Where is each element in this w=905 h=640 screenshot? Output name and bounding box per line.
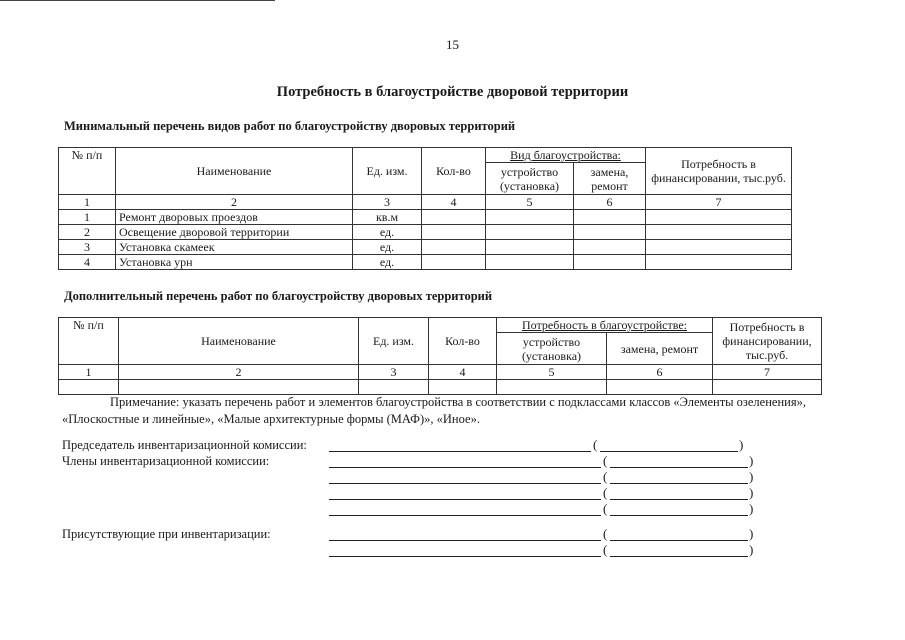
row-cell [497, 380, 607, 395]
col-number: 5 [497, 365, 607, 380]
col-number: 5 [486, 195, 574, 210]
paren-close: ) [749, 485, 754, 500]
page-title: Потребность в благоустройстве дворовой территории [276, 84, 629, 100]
row-name: Установка скамеек [116, 240, 353, 255]
add-section-heading: Дополнительный перечень работ по благоустройству дворовых территорий [64, 289, 493, 303]
name-line [610, 483, 748, 484]
paren-open: ( [603, 469, 608, 484]
row-cell [59, 380, 119, 395]
row-cell [646, 240, 792, 255]
signature-line [329, 483, 601, 484]
table-row [59, 240, 792, 255]
row-cell [486, 225, 574, 240]
col-number: 3 [353, 195, 422, 210]
row-cell [574, 255, 646, 270]
header-unit: Ед. изм. [359, 318, 429, 365]
paren-close: ) [749, 542, 754, 557]
top-rule [0, 0, 275, 1]
header-name: Наименование [119, 318, 359, 365]
signature-line [329, 451, 591, 452]
page-number: 15 [446, 37, 459, 52]
chairman-label: Председатель инвентаризационной комиссии: [62, 438, 307, 452]
row-cell [646, 255, 792, 270]
col-number: 1 [59, 365, 119, 380]
col-number: 3 [359, 365, 429, 380]
row-name: Освещение дворовой территории [116, 225, 353, 240]
paren-close: ) [749, 526, 754, 541]
add-works-table [58, 317, 822, 395]
signature-line [329, 467, 601, 468]
row-num: 2 [59, 225, 116, 240]
row-cell [486, 255, 574, 270]
members-label: Члены инвентаризационной комиссии: [62, 454, 270, 468]
signature-line [329, 515, 601, 516]
row-cell [422, 225, 486, 240]
signature-line [329, 556, 601, 557]
table-row [59, 210, 792, 225]
row-cell [574, 210, 646, 225]
row-cell [486, 240, 574, 255]
header-finance: Потребность в финансировании, тыс.руб. [713, 318, 822, 365]
name-line [610, 499, 748, 500]
col-number: 7 [646, 195, 792, 210]
header-replace: замена, ремонт [574, 163, 646, 195]
row-num: 1 [59, 210, 116, 225]
row-name: Установка урн [116, 255, 353, 270]
row-num: 3 [59, 240, 116, 255]
paren-open: ( [603, 542, 608, 557]
col-number: 7 [713, 365, 822, 380]
row-cell [574, 240, 646, 255]
signature-line [329, 499, 601, 500]
table-row [59, 225, 792, 240]
name-line [610, 540, 748, 541]
name-line [610, 515, 748, 516]
header-install: устройство (установка) [497, 333, 607, 365]
name-line [610, 556, 748, 557]
col-number: 6 [607, 365, 713, 380]
table-row [59, 380, 822, 395]
min-works-table [58, 147, 792, 270]
row-unit: ед. [353, 225, 422, 240]
note: Примечание: указать перечень работ и элементов благоустройства в соответствии с подклассами классов «Элементы озеленения», «Плоскостные и линейные», «Малые архитектурные формы (МАФ)», «Иное». [62, 395, 806, 426]
name-line [610, 467, 748, 468]
row-unit: ед. [353, 255, 422, 270]
paren-open: ( [603, 485, 608, 500]
row-cell [359, 380, 429, 395]
header-replace: замена, ремонт [607, 333, 713, 365]
header-qty: Кол-во [422, 148, 486, 195]
header-need-group: Потребность в благоустройстве: [497, 318, 713, 333]
row-cell [646, 225, 792, 240]
paren-close: ) [739, 437, 744, 452]
row-cell [422, 240, 486, 255]
col-number: 1 [59, 195, 116, 210]
header-qty: Кол-во [429, 318, 497, 365]
row-cell [486, 210, 574, 225]
signature-line [329, 540, 601, 541]
header-num: № п/п [59, 148, 116, 195]
col-number: 2 [116, 195, 353, 210]
col-number: 2 [119, 365, 359, 380]
present-label: Присутствующие при инвентаризации: [62, 527, 271, 541]
row-name: Ремонт дворовых проездов [116, 210, 353, 225]
paren-open: ( [603, 501, 608, 516]
paren-open: ( [593, 437, 598, 452]
row-cell [422, 210, 486, 225]
row-cell [607, 380, 713, 395]
header-install: устройство (установка) [486, 163, 574, 195]
col-number: 4 [429, 365, 497, 380]
paren-close: ) [749, 501, 754, 516]
header-unit: Ед. изм. [353, 148, 422, 195]
row-unit: кв.м [353, 210, 422, 225]
header-finance: Потребность в финансировании, тыс.руб. [646, 148, 792, 195]
paren-open: ( [603, 526, 608, 541]
header-name: Наименование [116, 148, 353, 195]
header-num: № п/п [59, 318, 119, 365]
paren-close: ) [749, 453, 754, 468]
header-type-group: Вид благоустройства: [486, 148, 646, 163]
row-cell [429, 380, 497, 395]
row-cell [119, 380, 359, 395]
row-cell [646, 210, 792, 225]
row-unit: ед. [353, 240, 422, 255]
col-number: 6 [574, 195, 646, 210]
paren-open: ( [603, 453, 608, 468]
table-row [59, 255, 792, 270]
row-cell [713, 380, 822, 395]
paren-close: ) [749, 469, 754, 484]
min-section-heading: Минимальный перечень видов работ по благоустройству дворовых территорий [64, 119, 516, 133]
col-number: 4 [422, 195, 486, 210]
name-line [600, 451, 738, 452]
row-cell [422, 255, 486, 270]
row-num: 4 [59, 255, 116, 270]
row-cell [574, 225, 646, 240]
